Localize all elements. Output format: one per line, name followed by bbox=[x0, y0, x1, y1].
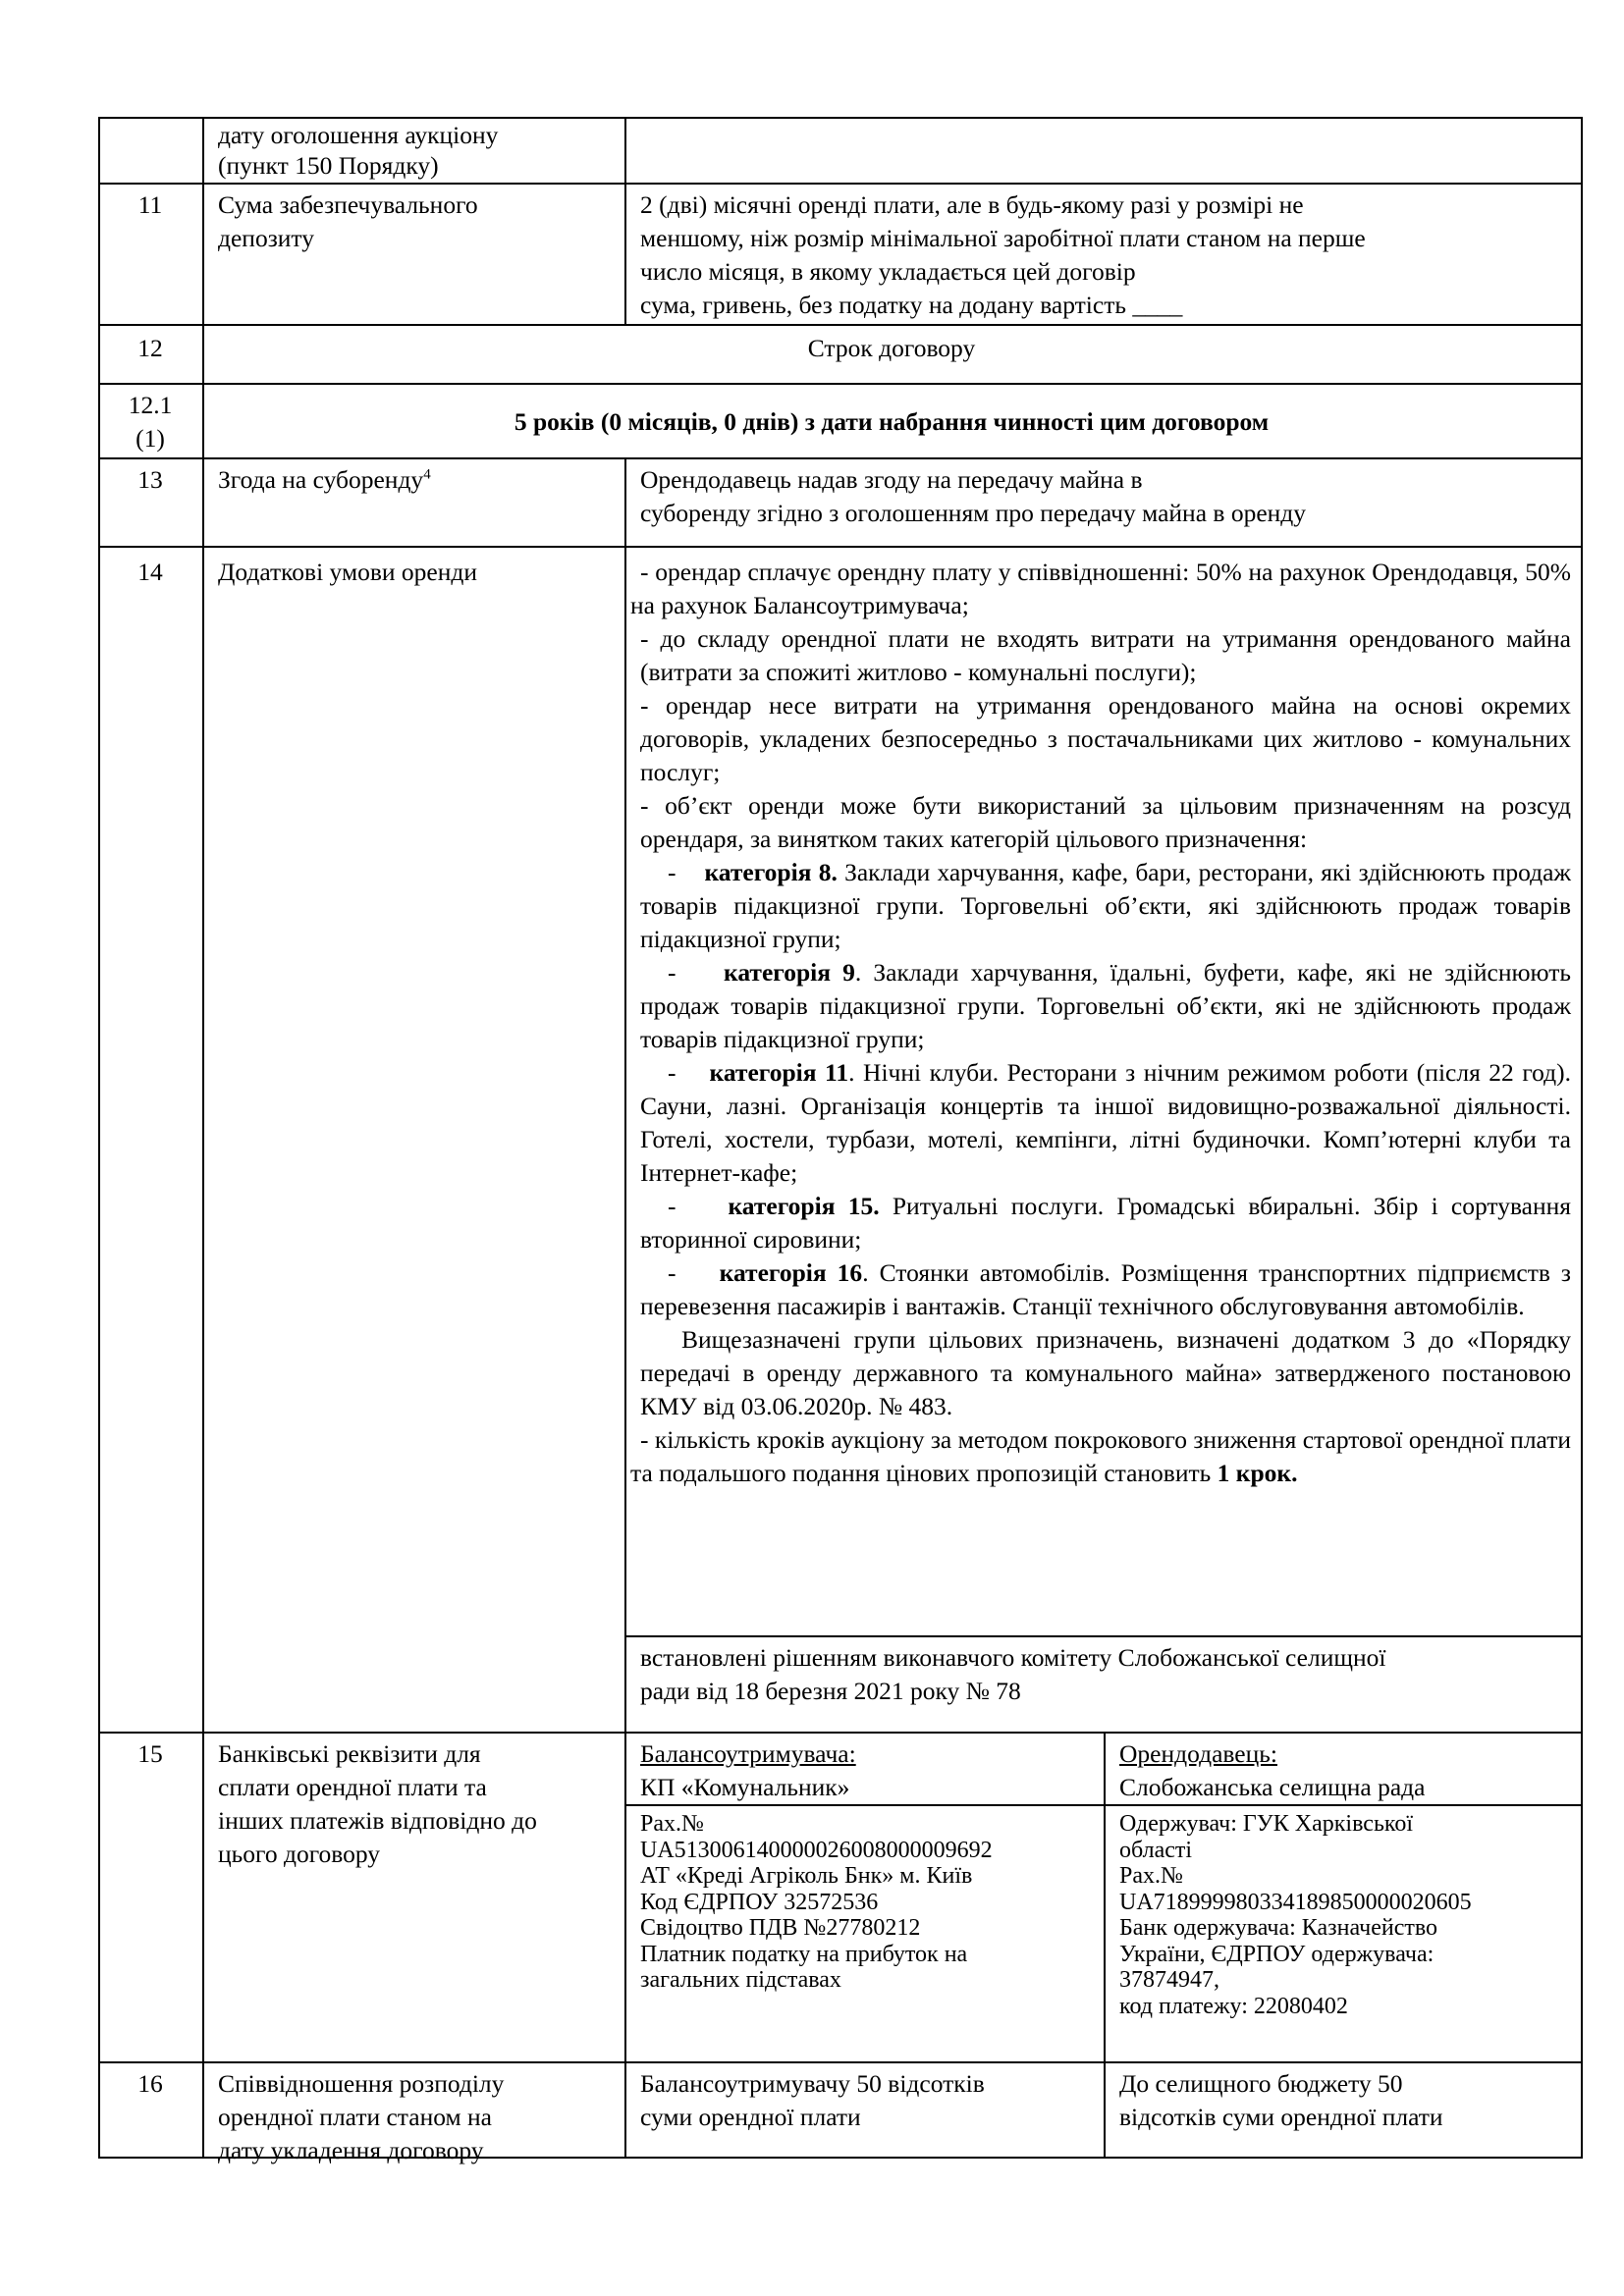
balance-holder-heading: Балансоутримувача: bbox=[640, 1739, 856, 1768]
bal-bank: АТ «Креді Агріколь Бнк» м. Київ bbox=[640, 1863, 973, 1889]
bal-account-label: Рах.№ bbox=[640, 1811, 704, 1837]
r14-category-11: - категорія 11. Нічні клуби. Ресторани з нічним режимом роботи (після 22 год). Сауни, лазні. Організація концертів та іншої видовищно-розважальної діяльності. Готелі, хостели, турбази, мотелі, кемпінги, літні будиночки. Комп’ютерні клуби та Інтернет-кафе; bbox=[640, 1058, 1571, 1187]
ord-payment-code: код платежу: 22080402 bbox=[1119, 1993, 1348, 2019]
r14-condition-intended-use: - об’єкт оренди може бути використаний за цільовим призначенням на розсуд орендаря, за винятком таких категорій цільового призначення: bbox=[640, 791, 1571, 853]
r15-param-line1: Банківські реквізити для bbox=[218, 1739, 481, 1768]
r14-condition-utilities-contracts: - орендар несе витрати на утримання орендованого майна на основі окремих договорів, укладених безпосередньо з постачальниками цих житлово - комунальних послуг; bbox=[640, 691, 1571, 786]
r11-value-line1: 2 (дві) місячні оренді плати, але в будь-якому разі у розмірі не bbox=[640, 190, 1304, 219]
r15-param-line3: інших платежів відповідно до bbox=[218, 1806, 537, 1835]
ord-bank: Банк одержувача: Казначейство bbox=[1119, 1915, 1438, 1941]
bal-iban: UA513006140000026008000009692 bbox=[640, 1837, 993, 1863]
ord-account-label: Рах.№ bbox=[1119, 1863, 1183, 1889]
category-11-label: категорія 11 bbox=[709, 1058, 849, 1087]
ord-recipient-region: області bbox=[1119, 1837, 1193, 1863]
r14-category-8: - категорія 8. Заклади харчування, кафе, бари, ресторани, які здійснюють продаж товарів підакцизної групи. Торговельні об’єкти, які здійснюють продаж товарів підакцизної групи; bbox=[640, 858, 1572, 953]
r14-auction-steps bbox=[630, 1423, 1571, 1490]
category-15-text: Ритуальні послуги. Громадські вбиральні. Збір і сортування вторинної сировини; bbox=[640, 1192, 1572, 1254]
r14-category-9: - категорія 9. Заклади харчування, їдальні, буфети, кафе, які не здійснюють продаж товарів підакцизної групи. Торговельні об’єкти, які не здійснюють продаж товарів підакцизної групи; bbox=[640, 958, 1572, 1053]
r16-number: 16 bbox=[137, 2069, 163, 2098]
r14-condition-utilities-excluded: - до складу орендної плати не входять витрати на утримання орендованого майна (витрати за спожиті житлово - комунальні послуги); bbox=[640, 624, 1571, 686]
r14-number: 14 bbox=[137, 558, 163, 586]
balance-holder-name: КП «Комунальник» bbox=[640, 1773, 850, 1801]
r15-param-line2: сплати орендної плати та bbox=[218, 1773, 487, 1801]
category-16-text: . Стоянки автомобілів. Розміщення транспортних підприємств з перевезення пасажирів і вантажів. Станції технічного обслуговування автомобілів. bbox=[640, 1258, 1572, 1320]
balance-holder-details bbox=[640, 1811, 993, 1994]
r12-number: 12 bbox=[137, 334, 163, 362]
r14-decision-line1: встановлені рішенням виконавчого комітету Слобожанської селищної bbox=[640, 1643, 1386, 1672]
category-8-text: Заклади харчування, кафе, бари, ресторани, які здійснюють продаж товарів підакцизної групи. Торговельні об’єкти, які здійснюють продаж товарів підакцизної групи; bbox=[640, 858, 1572, 953]
category-9-label: категорія 9 bbox=[724, 958, 855, 987]
ord-edrpou: 37874947, bbox=[1119, 1967, 1219, 1993]
r10-param-line2: (пункт 150 Порядку) bbox=[218, 151, 439, 180]
r13-number: 13 bbox=[137, 465, 163, 494]
r16-param-line3: дату укладення договору bbox=[218, 2136, 484, 2164]
r16-budget-share-line1: До селищного бюджету 50 bbox=[1119, 2069, 1403, 2098]
table-border bbox=[1104, 1732, 1106, 2159]
r11-value-line3: число місяця, в якому укладається цей договір bbox=[640, 257, 1136, 286]
r11-value-line2: меншому, ніж розмір мінімальної заробітної плати станом на перше bbox=[640, 224, 1366, 252]
bal-edrpou: Код ЄДРПОУ 32572536 bbox=[640, 1889, 879, 1915]
table-border bbox=[624, 1635, 1583, 1637]
r14-conditions bbox=[630, 556, 1571, 1490]
r14-categories-note: Вищезазначені групи цільових призначень, визначені додатком 3 до «Порядку передачі в оренду державного та комунального майна» затвердженого постановою КМУ від 03.06.2020р. № 483. bbox=[640, 1325, 1571, 1420]
r11-value-line4: сума, гривень, без податку на додану вартість ____ bbox=[640, 291, 1183, 319]
r14-param: Додаткові умови оренди bbox=[218, 558, 477, 586]
r11-param-line1: Сума забезпечувального bbox=[218, 190, 478, 219]
lessor-heading: Орендодавець: bbox=[1119, 1739, 1277, 1768]
table-border bbox=[98, 546, 1583, 548]
table-border bbox=[98, 324, 1583, 326]
bal-vat-certificate: Свідоцтво ПДВ №27780212 bbox=[640, 1915, 921, 1941]
table-border bbox=[1581, 117, 1583, 2159]
r16-budget-share-line2: відсотків суми орендної плати bbox=[1119, 2103, 1443, 2131]
ord-iban: UA718999980334189850000020605 bbox=[1119, 1889, 1472, 1915]
bal-taxpayer-line1: Платник податку на прибуток на bbox=[640, 1941, 968, 1967]
r13-value-line1: Орендодавець надав згоду на передачу майна в bbox=[640, 465, 1143, 494]
r16-param-line1: Співвідношення розподілу bbox=[218, 2069, 505, 2098]
r12-1-number-line1: 12.1 bbox=[128, 391, 173, 419]
r14-decision-line2: ради від 18 березня 2021 року № 78 bbox=[640, 1677, 1021, 1705]
table-border bbox=[98, 183, 1583, 185]
r14-condition-payment-split: - орендар сплачує орендну плату у співвідношенні: 50% на рахунок Орендодавця, 50% на рахунок Балансоутримувача; bbox=[630, 558, 1571, 619]
ord-edrpou-label: України, ЄДРПОУ одержувача: bbox=[1119, 1941, 1435, 1967]
r14-category-15: - категорія 15. Ритуальні послуги. Громадські вбиральні. Збір і сортування вторинної сировини; bbox=[640, 1192, 1572, 1254]
r12-title: Строк договору bbox=[807, 334, 976, 362]
r16-balance-share-line2: суми орендної плати bbox=[640, 2103, 861, 2131]
lessor-name: Слобожанська селищна рада bbox=[1119, 1773, 1426, 1801]
r16-param-line2: орендної плати станом на bbox=[218, 2103, 492, 2131]
r14-category-16: - категорія 16. Стоянки автомобілів. Розміщення транспортних підприємств з перевезення пасажирів і вантажів. Станції технічного обслуговування автомобілів. bbox=[640, 1258, 1572, 1320]
r16-balance-share-line1: Балансоутримувачу 50 відсотків bbox=[640, 2069, 985, 2098]
category-16-label: категорія 16 bbox=[719, 1258, 863, 1287]
lessor-details bbox=[1119, 1811, 1472, 2019]
category-15-label: категорія 15. bbox=[728, 1192, 880, 1220]
category-11-text: . Нічні клуби. Ресторани з нічним режимом роботи (після 22 год). Сауни, лазні. Організація концертів та іншої видовищно-розважальної діяльності. Готелі, хостели, турбази, мотелі, кемпінги, літні будиночки. Комп’ютерні клуби та Інтернет-кафе; bbox=[640, 1058, 1571, 1187]
r13-value-line2: суборенду згідно з оголошенням про передачу майна в оренду bbox=[640, 499, 1307, 527]
table-border bbox=[98, 383, 1583, 385]
r11-number: 11 bbox=[137, 190, 163, 219]
r12-1-number-line2: (1) bbox=[135, 424, 165, 453]
r13-param bbox=[218, 463, 431, 497]
r15-number: 15 bbox=[137, 1739, 163, 1768]
r13-param-text: Згода на суборенду bbox=[218, 465, 424, 494]
category-8-label: категорія 8. bbox=[704, 858, 838, 886]
table-border bbox=[98, 1732, 1583, 1734]
table-border bbox=[624, 457, 626, 2159]
auction-steps-text: - кількість кроків аукціону за методом покрокового зниження стартової орендної плати та подальшого подання цінових пропозицій становить bbox=[630, 1425, 1571, 1487]
ord-recipient: Одержувач: ГУК Харківської bbox=[1119, 1811, 1413, 1837]
bal-taxpayer-line2: загальних підставах bbox=[640, 1967, 841, 1993]
category-9-text: . Заклади харчування, їдальні, буфети, кафе, які не здійснюють продаж товарів підакцизної групи. Торговельні об’єкти, які не здійснюють продаж товарів підакцизної групи; bbox=[640, 958, 1572, 1053]
table-border bbox=[98, 2061, 1583, 2063]
r10-param-line1: дату оголошення аукціону bbox=[218, 121, 499, 149]
r15-param-line4: цього договору bbox=[218, 1840, 381, 1868]
auction-steps-value: 1 крок. bbox=[1217, 1459, 1298, 1487]
table-border bbox=[624, 117, 626, 326]
r11-param-line2: депозиту bbox=[218, 224, 314, 252]
footnote-ref: 4 bbox=[423, 466, 431, 483]
table-border bbox=[98, 457, 1583, 459]
r12-1-term-text: 5 років (0 місяців, 0 днів) з дати набрання чинності цим договором bbox=[514, 407, 1270, 436]
